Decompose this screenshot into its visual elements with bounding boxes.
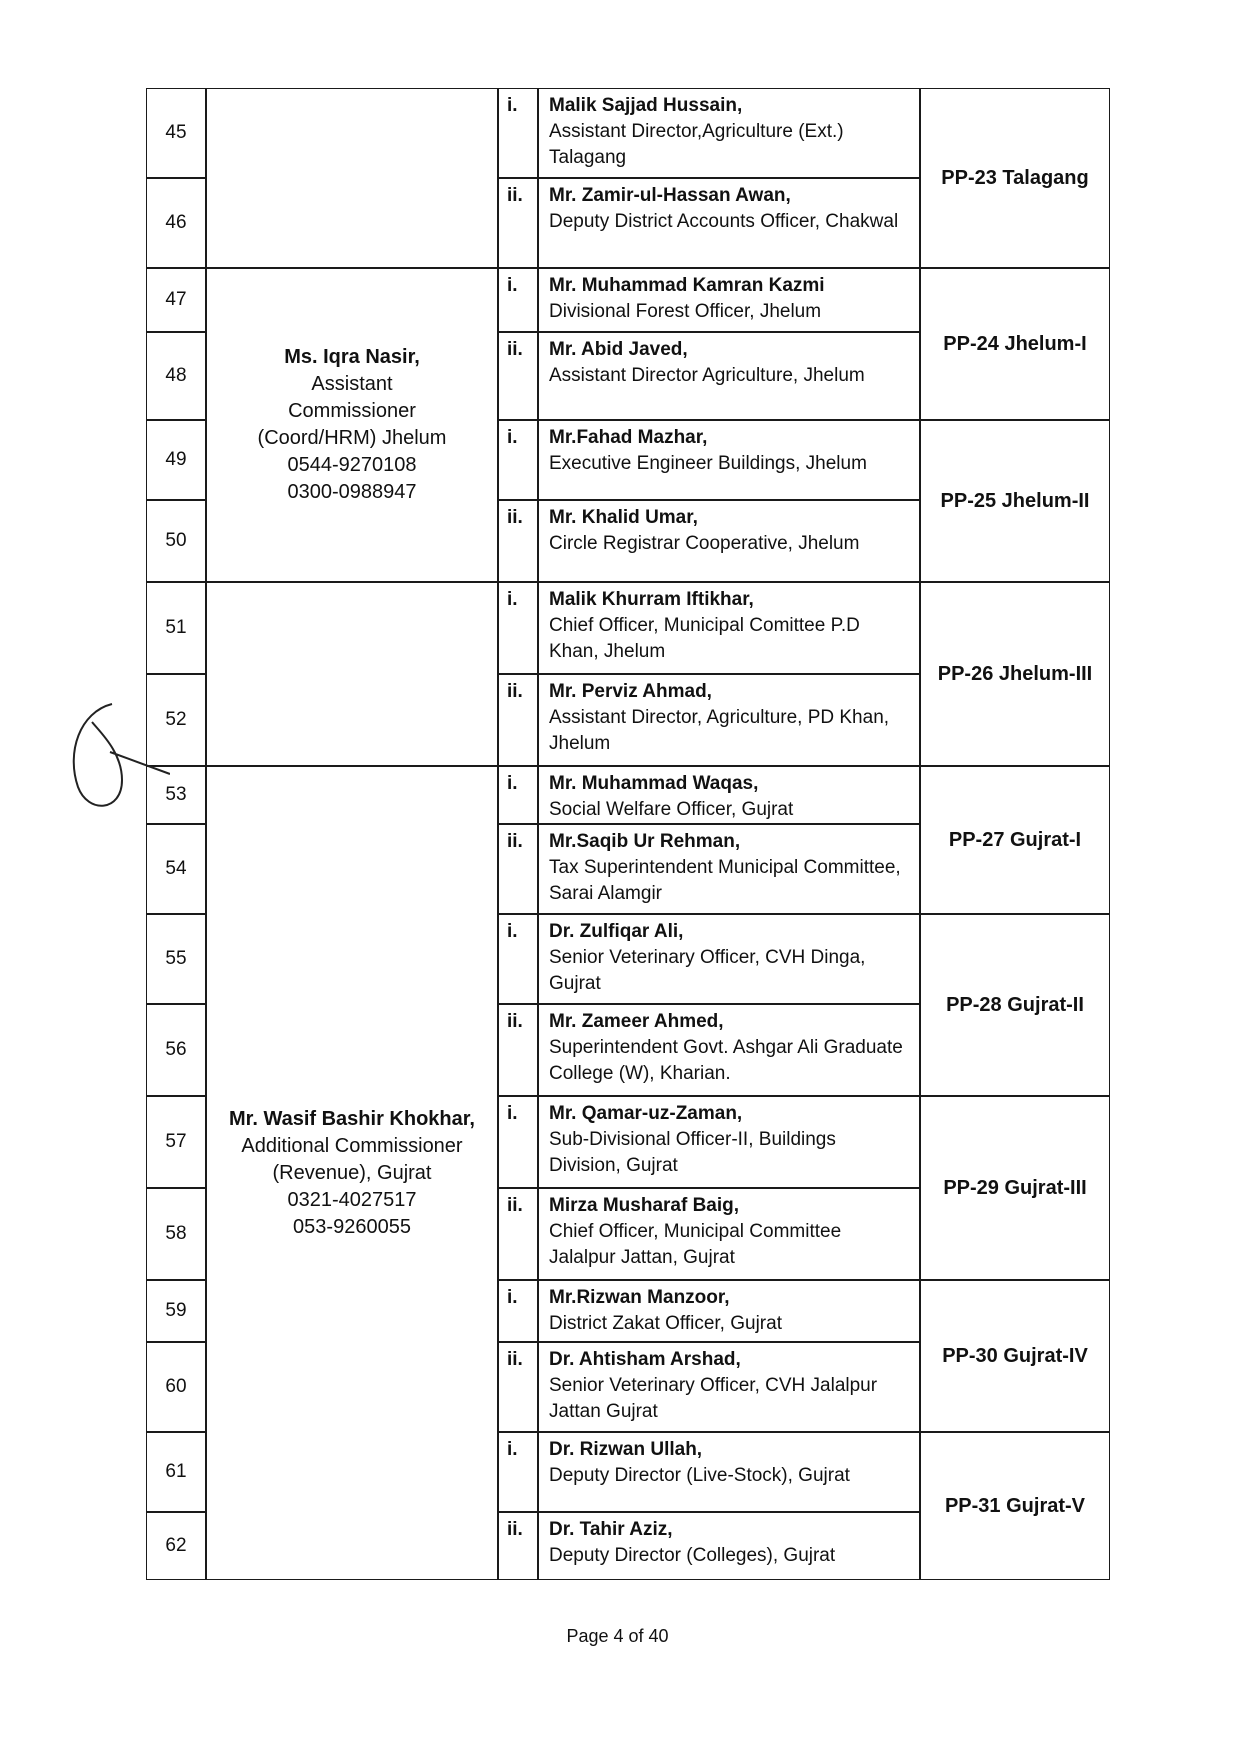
officer-name: Dr. Ahtisham Arshad, — [549, 1349, 741, 1370]
returning-officer-detail: (Coord/HRM) Jhelum — [257, 427, 447, 449]
row-number: 51 — [165, 617, 187, 638]
row-number-cell — [146, 332, 206, 420]
row-number-cell — [146, 1188, 206, 1280]
constituency-cell — [920, 88, 1110, 268]
returning-officer-detail: 0300-0988947 — [287, 481, 417, 503]
officer-cell — [538, 1096, 920, 1188]
returning-officer-detail: (Revenue), Gujrat — [272, 1161, 432, 1184]
officer-designation: Senior Veterinary Officer, CVH Dinga, Gujrat — [549, 947, 866, 994]
roman-index: i. — [507, 275, 518, 296]
officer-name: Mr. Zamir-ul-Hassan Awan, — [549, 185, 791, 206]
roman-index: i. — [507, 773, 518, 794]
roman-index: ii. — [507, 185, 523, 206]
row-number-cell — [146, 88, 206, 178]
officer-cell — [538, 268, 920, 332]
roman-index: i. — [507, 1439, 518, 1460]
officer-name: Mr. Abid Javed, — [549, 339, 688, 360]
row-number: 59 — [165, 1300, 187, 1321]
returning-officer-detail: 053-9260055 — [293, 1215, 411, 1238]
officer-cell — [538, 178, 920, 268]
officer-cell — [538, 500, 920, 582]
officer-name: Dr. Tahir Aziz, — [549, 1519, 673, 1540]
roman-index-cell — [498, 420, 538, 500]
row-number: 46 — [165, 212, 187, 233]
returning-officer-cell — [206, 268, 498, 582]
officer-name: Mr. Zameer Ahmed, — [549, 1011, 724, 1032]
row-number: 53 — [165, 784, 187, 805]
officer-cell — [538, 420, 920, 500]
officer-cell — [538, 766, 920, 824]
returning-officer-cell — [206, 766, 498, 1580]
row-number: 47 — [165, 289, 187, 310]
roman-index: i. — [507, 921, 518, 942]
officer-cell — [538, 674, 920, 766]
constituency-label: PP-29 Gujrat-III — [943, 1177, 1087, 1199]
officer-cell — [538, 1512, 920, 1580]
constituency-cell — [920, 1096, 1110, 1280]
returning-officer-detail: Commissioner — [288, 400, 416, 422]
roman-index: ii. — [507, 831, 523, 852]
constituency-cell — [920, 420, 1110, 582]
officer-designation: District Zakat Officer, Gujrat — [549, 1313, 782, 1334]
officer-name: Malik Khurram Iftikhar, — [549, 589, 754, 610]
row-number-cell — [146, 1280, 206, 1342]
roman-index-cell — [498, 674, 538, 766]
officer-name: Dr. Zulfiqar Ali, — [549, 921, 684, 942]
roman-index: ii. — [507, 1011, 523, 1032]
officer-designation: Assistant Director, Agriculture, PD Khan, Jhelum — [549, 707, 890, 754]
constituency-label: PP-23 Talagang — [941, 167, 1089, 189]
returning-officer-cell — [206, 88, 498, 268]
roman-index: ii. — [507, 681, 523, 702]
roman-index-cell — [498, 1280, 538, 1342]
roman-index-cell — [498, 1432, 538, 1512]
handwritten-mark — [60, 692, 170, 832]
roman-index-cell — [498, 332, 538, 420]
row-number-cell — [146, 500, 206, 582]
constituency-cell — [920, 766, 1110, 914]
constituency-cell — [920, 1280, 1110, 1432]
officer-name: Mr.Rizwan Manzoor, — [549, 1287, 730, 1308]
roman-index-cell — [498, 500, 538, 582]
row-number-cell — [146, 1342, 206, 1432]
roman-index: i. — [507, 95, 518, 116]
row-number: 60 — [165, 1376, 187, 1397]
constituency-label: PP-25 Jhelum-II — [940, 490, 1090, 512]
roman-index: i. — [507, 427, 518, 448]
constituency-label: PP-26 Jhelum-III — [937, 663, 1093, 685]
returning-officer-cell — [206, 582, 498, 766]
constituency-label: PP-30 Gujrat-IV — [942, 1345, 1088, 1367]
row-number-cell — [146, 582, 206, 674]
row-number-cell — [146, 1432, 206, 1512]
officer-designation: Chief Officer, Municipal Comittee P.D Khan, Jhelum — [549, 615, 860, 662]
officer-name: Mr.Saqib Ur Rehman, — [549, 831, 741, 852]
row-number: 61 — [165, 1461, 187, 1482]
officer-designation: Divisional Forest Officer, Jhelum — [549, 301, 822, 322]
row-number: 48 — [165, 365, 187, 386]
row-number: 50 — [165, 530, 187, 551]
roman-index: i. — [507, 589, 518, 610]
roman-index-cell — [498, 268, 538, 332]
officer-cell — [538, 1432, 920, 1512]
row-number-cell — [146, 824, 206, 914]
officer-designation: Tax Superintendent Municipal Committee, Sarai Alamgir — [549, 857, 901, 904]
roman-index: ii. — [507, 507, 523, 528]
officer-name: Mr. Muhammad Kamran Kazmi — [549, 275, 825, 296]
row-number: 57 — [165, 1131, 187, 1152]
officer-name: Mirza Musharaf Baig, — [549, 1195, 740, 1216]
officer-designation: Deputy Director (Colleges), Gujrat — [549, 1545, 836, 1566]
constituency-label: PP-28 Gujrat-II — [946, 994, 1084, 1016]
officer-name: Mr. Qamar-uz-Zaman, — [549, 1103, 743, 1124]
officer-cell — [538, 332, 920, 420]
officer-name: Mr. Khalid Umar, — [549, 507, 698, 528]
officer-designation: Senior Veterinary Officer, CVH Jalalpur Jattan Gujrat — [549, 1375, 878, 1422]
constituency-label: PP-24 Jhelum-I — [943, 333, 1087, 355]
officer-cell — [538, 914, 920, 1004]
roman-index: ii. — [507, 339, 523, 360]
roman-index-cell — [498, 582, 538, 674]
returning-officer-detail: Assistant — [311, 373, 393, 395]
row-number: 52 — [165, 709, 187, 730]
row-number-cell — [146, 1096, 206, 1188]
officer-cell — [538, 1342, 920, 1432]
roman-index-cell — [498, 766, 538, 824]
roman-index-cell — [498, 1342, 538, 1432]
row-number-cell — [146, 1512, 206, 1580]
officer-cell — [538, 824, 920, 914]
roman-index-cell — [498, 1096, 538, 1188]
roman-index-cell — [498, 914, 538, 1004]
roman-index-cell — [498, 1004, 538, 1096]
row-number: 56 — [165, 1039, 187, 1060]
returning-officer-name: Mr. Wasif Bashir Khokhar, — [229, 1107, 475, 1130]
row-number: 55 — [165, 948, 187, 969]
row-number-cell — [146, 420, 206, 500]
officer-cell — [538, 88, 920, 178]
roman-index: i. — [507, 1103, 518, 1124]
row-number: 49 — [165, 449, 187, 470]
officer-designation: Superintendent Govt. Ashgar Ali Graduate College (W), Kharian. — [549, 1037, 903, 1084]
officer-cell — [538, 1188, 920, 1280]
officer-name: Dr. Rizwan Ullah, — [549, 1439, 703, 1460]
officer-designation: Assistant Director Agriculture, Jhelum — [549, 365, 865, 386]
constituency-label: PP-31 Gujrat-V — [944, 1495, 1086, 1517]
officer-cell — [538, 1004, 920, 1096]
officer-name: Mr. Perviz Ahmad, — [549, 681, 712, 702]
constituency-cell — [920, 914, 1110, 1096]
officer-designation: Chief Officer, Municipal Committee Jalalpur Jattan, Gujrat — [549, 1221, 842, 1268]
row-number-cell — [146, 1004, 206, 1096]
officer-designation: Circle Registrar Cooperative, Jhelum — [549, 533, 860, 554]
officer-designation: Deputy Director (Live-Stock), Gujrat — [549, 1465, 850, 1486]
returning-officer-detail: 0321-4027517 — [287, 1188, 417, 1211]
officer-designation: Social Welfare Officer, Gujrat — [549, 799, 794, 820]
row-number-cell — [146, 178, 206, 268]
roman-index: ii. — [507, 1519, 523, 1540]
constituency-label: PP-27 Gujrat-I — [948, 829, 1082, 851]
roman-index: ii. — [507, 1195, 523, 1216]
officer-cell — [538, 582, 920, 674]
constituency-cell — [920, 1432, 1110, 1580]
row-number: 54 — [165, 858, 187, 879]
row-number: 45 — [165, 122, 187, 143]
officer-designation: Sub-Divisional Officer-II, Buildings Division, Gujrat — [549, 1129, 836, 1176]
page-footer: Page 4 of 40 — [566, 1626, 669, 1646]
roman-index-cell — [498, 1512, 538, 1580]
officer-designation: Deputy District Accounts Officer, Chakwal — [549, 211, 899, 232]
returning-officer-detail: Additional Commissioner — [241, 1134, 463, 1157]
returning-officer-name: Ms. Iqra Nasir, — [284, 346, 420, 368]
row-number-cell — [146, 914, 206, 1004]
officer-designation: Assistant Director,Agriculture (Ext.) Talagang — [549, 121, 844, 168]
row-number: 58 — [165, 1223, 187, 1244]
roman-index: ii. — [507, 1349, 523, 1370]
officer-cell — [538, 1280, 920, 1342]
roman-index-cell — [498, 1188, 538, 1280]
officer-name: Mr. Muhammad Waqas, — [549, 773, 759, 794]
row-number: 62 — [165, 1535, 187, 1556]
returning-officer-detail: 0544-9270108 — [287, 454, 417, 476]
row-number-cell — [146, 268, 206, 332]
officer-name: Malik Sajjad Hussain, — [549, 95, 743, 116]
roman-index-cell — [498, 824, 538, 914]
roman-index-cell — [498, 178, 538, 268]
officer-designation: Executive Engineer Buildings, Jhelum — [549, 453, 867, 474]
officer-name: Mr.Fahad Mazhar, — [549, 427, 708, 448]
constituency-cell — [920, 582, 1110, 766]
roman-index-cell — [498, 88, 538, 178]
roman-index: i. — [507, 1287, 518, 1308]
constituency-cell — [920, 268, 1110, 420]
